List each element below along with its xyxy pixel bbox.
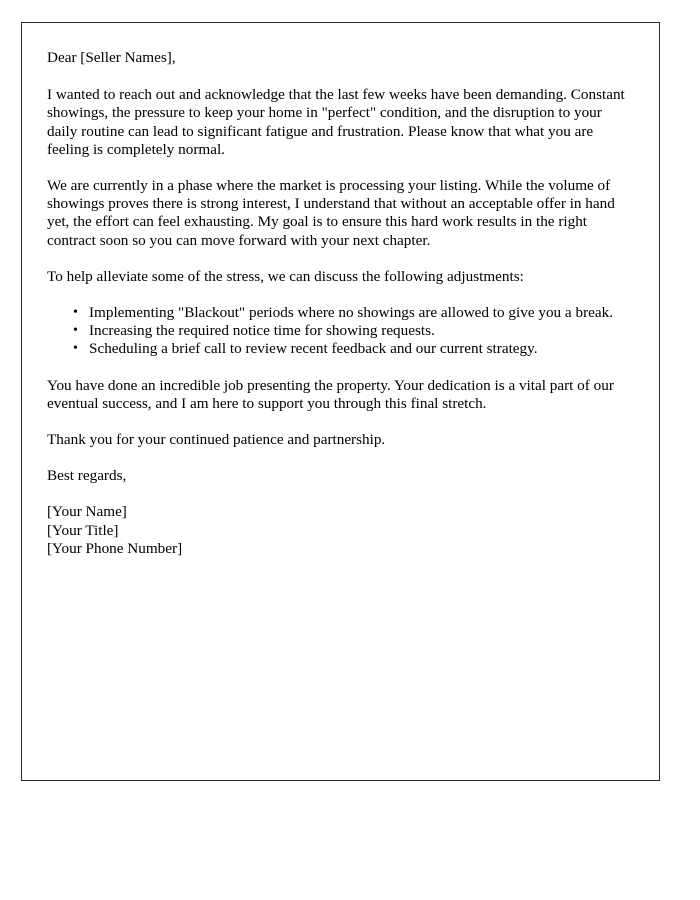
paragraph-thank-you: Thank you for your continued patience and partnership. (47, 431, 386, 449)
adjustments-list (47, 304, 631, 359)
signature-name: [Your Name] (47, 503, 127, 521)
signature-title: [Your Title] (47, 521, 119, 539)
list-item: • Increasing the required notice time for showing requests. (89, 322, 631, 340)
paragraph-adjustments-intro: To help alleviate some of the stress, we can discuss the following adjustments: (47, 267, 524, 285)
paragraph-appreciation: You have done an incredible job presenting the property. Your dedication is a vital part of our eventual success, and I am here to support you through this final stretch. (47, 376, 614, 412)
signature-phone: [Your Phone Number] (47, 539, 183, 557)
sign-off: Best regards, (47, 467, 127, 485)
paragraph-acknowledgement: I wanted to reach out and acknowledge that the last few weeks have been demanding. Constant showings, the pressure to keep your home in "perfect" condition, and the disruption to your daily routine can lead to significant fatigue and frustration. Please know that what you are feeling is completely normal. (47, 86, 625, 158)
salutation: Dear [Seller Names], (47, 49, 176, 66)
list-item: • Implementing "Blackout" periods where no showings are allowed to give you a break. (89, 304, 631, 322)
signature-block (47, 503, 631, 558)
letter-page (21, 22, 660, 781)
letter-content (22, 23, 659, 558)
list-item: • Scheduling a brief call to review recent feedback and our current strategy. (89, 340, 631, 358)
paragraph-market-phase: We are currently in a phase where the market is processing your listing. While the volume of showings proves there is strong interest, I understand that without an acceptable offer in hand yet, the effort can feel exhausting. My goal is to ensure this hard work results in the right contract soon so you can move forward with your next chapter. (47, 177, 615, 249)
